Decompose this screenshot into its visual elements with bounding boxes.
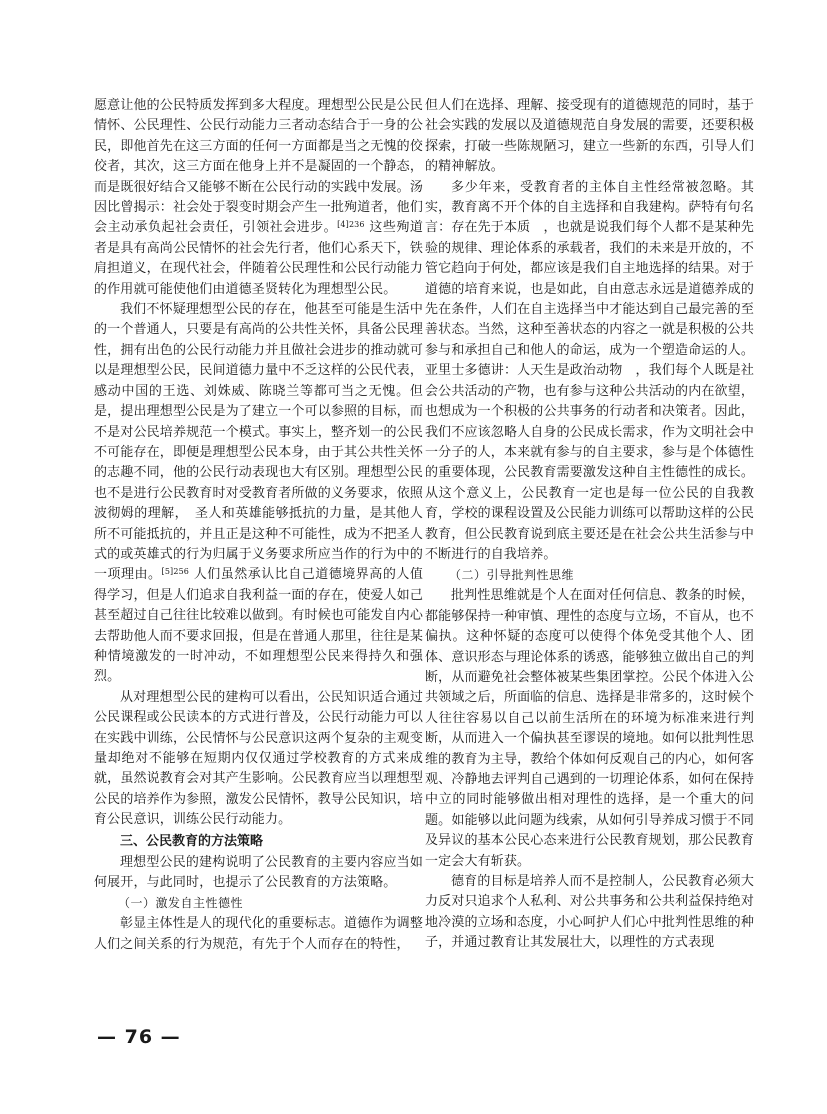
subsection-heading: （二）引导批判性思维 xyxy=(449,568,575,583)
paragraph: 从对理想型公民的建构可以看出，公民知识适合通过公民课程或公民读本的方式进行普及，公民行动能力可以在实践中训练，公民情怀与公民意识这两个复杂的主观变量却绝对不能够在短期内仅仅通过学校教育的方式来成就，虽然说教育会对其产生影响。公民教育应当以理想型公民的培养作为参照，激发公民情怀，教导公民知识，培育公民意识，训练公民行动能力。 xyxy=(94,689,423,828)
paragraph: 德育的目标是培养人而不是控制人，公民教育必须大力反对只追求个人私利、对公共事务和公共利益保持绝对地冷漠的立场和态度，小心呵护人们心中批判性思维的种子，并通过教育让其发展壮大，以理性的方式表现 xyxy=(425,874,754,951)
paragraph: 但人们在选择、理解、接受现有的道德规范的同时，基于社会实践的发展以及道德规范自身发展的需要，还要积极探索，打破一些陈规陋习，建立一些新的东西，引导人们的精神解放。 xyxy=(425,98,754,175)
section-heading: 三、公民教育的方法策略 xyxy=(120,833,264,849)
paragraph: 多少年来，受教育者的主体自主性经常被忽略。其实，教育离不开个体的自主选择和自我建构。萨特有句名言：存在先于本质 ，也就是说我们每个人都不是某种先验的规律、理论体系的承载者，我们的未来是开放的，不管它趋向于何处，都应该是我们自主地选择的结果。对于道德的培育来说，也是如此，自由意志永远是道德养成的先在条件，人们在自主选择当中才能达到自己最完善的至善状态。当然，这种至善状态的内容之一就是积极的公共参与和承担自己和他人的命运，成为一个塑造命运的人。亚里士多德讲：人天生是政治动物 ，我们每个人既是社会公共活动的产物，也有参与这种公共活动的内在欲望，也想成为一个积极的公共事务的行动者和决策者。因此，我们不应该忽略人自身的公民成长需求，作为文明社会中一分子的人，本来就有参与的自主要求，参与是个体德性的重要体现，公民教育需要激发这种自主性德性的成长。从这个意义上，公民教育一定也是每一位公民的自我教育，学校的课程设置及公民能力训练可以帮助这样的公民教育，但公民教育说到底主要还是在社会公共生活参与中不断进行的自我培养。 xyxy=(425,179,754,562)
paragraph: 理想型公民的建构说明了公民教育的主要内容应当如何展开，与此同时，也提示了公民教育的方法策略。 xyxy=(94,854,423,891)
subsection-heading: （一）激发自主性德性 xyxy=(118,896,244,911)
left-column xyxy=(94,96,423,955)
paragraph-text: 这些殉道者是具有高尚公民情怀的社会先行者，他们心系天下，铁肩担道义，在现代社会，伴随着公民理性和公民行动能力的作用就可能使他们由道德圣贤转化为理想型公民。 xyxy=(94,220,423,297)
paragraph-text: 人们虽然承认比自己道德境界高的人值得学习，但是人们追求自我利益一面的存在，使爱人如己甚至超过自己往往比较难以做到。有时候也可能发自内心去帮助他人而不要求回报，但是在普通人那里，往往是某种情境激发的一时冲动，不如理想型公民来得持久和强烈。 xyxy=(94,567,423,685)
right-column xyxy=(425,96,754,954)
paragraph-text: 我们不怀疑理想型公民的存在，他甚至可能是生活中的一个普通人，只要是有高尚的公共性关怀，具备公民理性，拥有出色的公民行动能力并且做社会进步的推动就可以是理想型公民，民间道德力量中不乏这样的公民代表，感动中国的王选、刘姝威、陈晓兰等都可当之无愧。但是，提出理想型公民是为了建立一个可以参照的目标，而不是对公民培养规范一个模式。事实上，整齐划一的公民不可能存在，即便是理想型公民本身，由于其公共性关怀的志趣不同，他的公民行动表现也大有区别。理想型公民也不是进行公民教育时对受教育者所做的义务要求，依照波彻姆的理解， 圣人和英雄能够抵抗的力量，是其他人所不可能抵抗的，并且正是这种不可能性，成为不把圣人式的或英雄式的行为归属于义务要求所应当作的行为中的一项理由。 xyxy=(94,302,423,583)
paragraph: 彰显主体性是人的现代化的重要标志。道德作为调整人们之间关系的行为规范，有先于个人而存在的特性， xyxy=(94,916,423,952)
citation-ref: [4]236 xyxy=(337,220,365,230)
paragraph xyxy=(94,96,423,300)
paragraph xyxy=(94,300,423,688)
page-number: — 76 — xyxy=(97,1026,181,1048)
paragraph: 批判性思维就是个人在面对任何信息、教条的时候，都能够保持一种审慎、理性的态度与立场，不盲从，也不偏执。这种怀疑的态度可以使得个体免受其他个人、团体、意识形态与理论体系的诱惑，能够独立做出自己的判断，从而避免社会整体被某些集团掌控。公民个体进入公共领域之后，所面临的信息、选择是非常多的，这时候个人往往容易以自己以前生活所在的环境为标准来进行判断，从而进入一个偏执甚至谬误的境地。如何以批判性思维的教育为主导，教给个体如何反观自己的内心，如何客观、冷静地去评判自己遇到的一切理论体系，如何在保持中立的同时能够做出相对理性的选择，是一个重大的问题。如能够以此问题为线索，从如何引导养成习惯于不同及异议的基本公民心态来进行公民教育规划，那公民教育一定会大有斩获。 xyxy=(425,588,754,869)
citation-ref: [5]256 xyxy=(161,567,190,577)
paragraph-text: 愿意让他的公民特质发挥到多大程度。理想型公民是公民情怀、公民理性、公民行动能力三者动态结合于一身的公民，即他首先在这三方面的任何一方面都是当之无愧的佼佼者，其次，这三方面在他身上并不是凝固的一个静态，而是既很好结合又能够不断在公民行动的实践中发展。汤因比曾揭示：社会处于裂变时期会产生一批殉道者，他们会主动承负起社会责任，引领社会进步。 xyxy=(94,98,423,236)
